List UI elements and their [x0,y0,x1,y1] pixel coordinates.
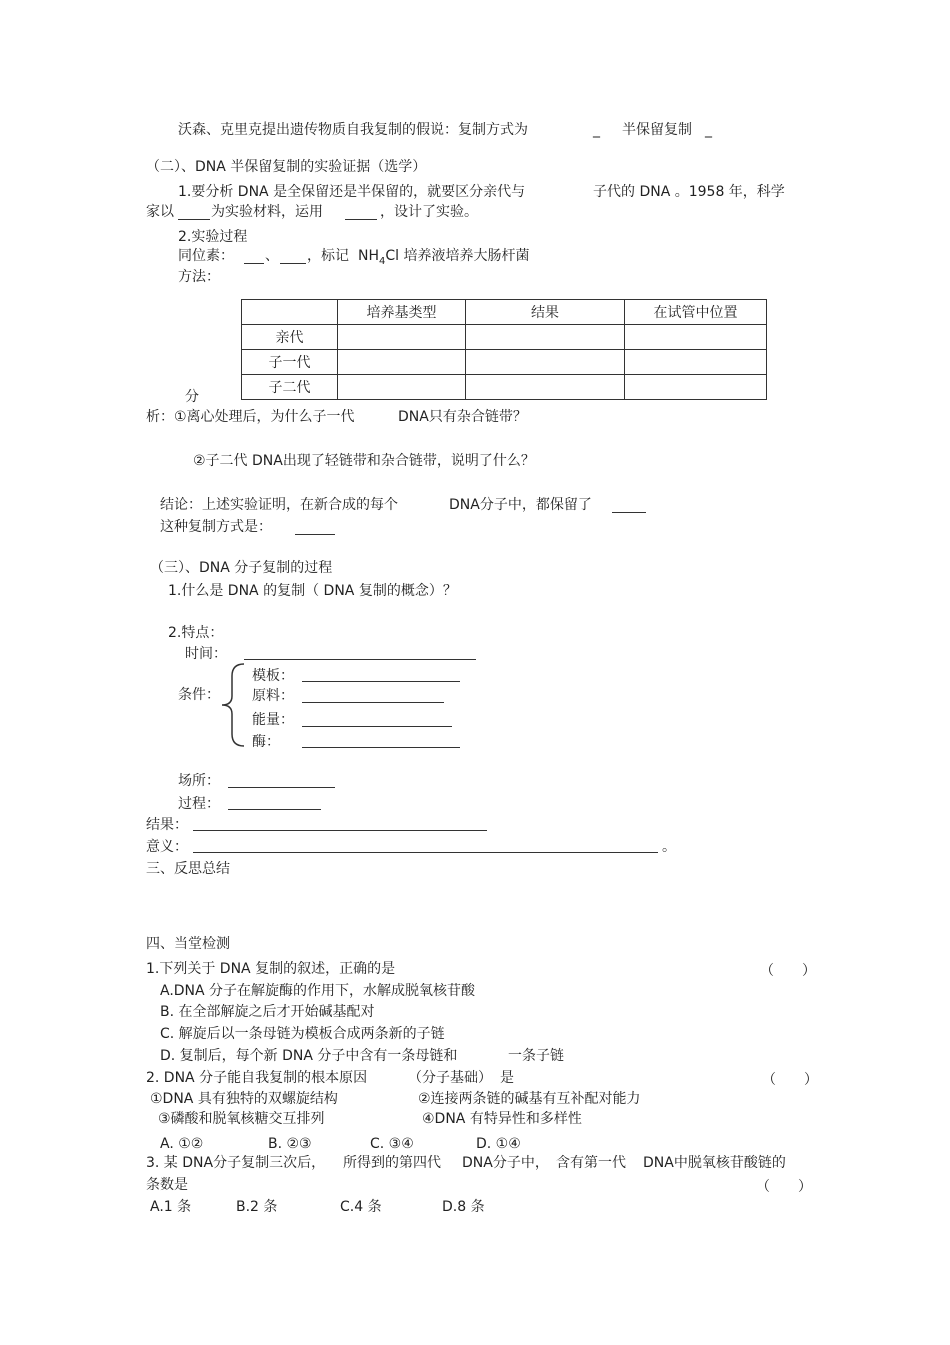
section2-q2-title: 2.实验过程 [178,229,248,245]
table-cell-blank[interactable] [466,375,625,400]
isotope-formula-b: Cl 培养液培养大肠杆菌 [385,248,530,264]
blank-material-raw[interactable] [302,688,444,703]
experiment-table [241,299,767,400]
table-header-cell: 培养基类型 [338,300,466,325]
blank-result[interactable] [193,816,487,831]
q1-option-d[interactable]: D. 复制后，每个新 DNA 分子中含有一条母链和 [160,1048,458,1064]
row-label: 亲代 [242,325,338,350]
table-cell-blank[interactable] [625,350,767,375]
section3-q2-title: 2.特点： [168,625,224,641]
intro-blank-1: _ [593,122,600,138]
table-cell-blank[interactable] [338,375,466,400]
q3-stem-e: DNA中脱氧核苷酸链的 [643,1155,786,1171]
q2-option-d[interactable]: D. ①④ [476,1136,521,1152]
q1-option-d-end: 一条子链 [508,1048,564,1064]
q1-answer-paren[interactable]: （ ） [760,963,816,979]
place-label: 场所： [178,773,220,789]
q3-stem-b: 所得到的第四代 [343,1155,441,1171]
conclusion-line2: 这种复制方式是： [160,519,272,535]
blank-material[interactable] [178,205,210,220]
conclusion-line1a: 结论：上述实验证明，在新合成的每个 [160,497,398,513]
q1-option-b[interactable]: B. 在全部解旋之后才开始碱基配对 [160,1004,375,1020]
table-cell-blank[interactable] [466,325,625,350]
conclusion-line1b: DNA分子中，都保留了 [449,497,592,513]
reflect-heading: 三、反思总结 [146,861,230,877]
meaning-label: 意义： [146,839,188,855]
section2-q1-line1b: 子代的 DNA 。1958 年，科学 [593,184,785,200]
condition-enzyme-label: 酶： [252,734,280,750]
section3-q1: 1.什么是 DNA 的复制（ DNA 复制的概念）？ [168,583,457,599]
isotope-formula [358,247,530,271]
table-cell-blank[interactable] [625,375,767,400]
table-header-cell: 在试管中位置 [625,300,767,325]
q3-option-b[interactable]: B.2 条 [236,1199,278,1215]
section3-heading: （三）、DNA 分子复制的过程 [150,560,333,576]
analysis-q2: ②子二代 DNA出现了轻链带和杂合链带，说明了什么？ [193,453,535,469]
blank-place[interactable] [228,773,335,788]
intro-answer: 半保留复制 [622,122,692,138]
blank-conclusion[interactable] [612,498,646,513]
analysis-line1a: 析：①离心处理后，为什么子一代 [146,409,355,425]
table-cell-blank[interactable] [466,350,625,375]
q2-option-a[interactable]: A. ①② [160,1136,204,1152]
q3-stem-a: 3. 某 DNA分子复制三次后， [146,1155,326,1171]
q1-stem: 1.下列关于 DNA 复制的叙述，正确的是 [146,961,396,977]
blank-time[interactable] [244,645,476,660]
q2-option-b[interactable]: B. ②③ [268,1136,312,1152]
q3-answer-paren[interactable]: （ ） [756,1179,812,1195]
condition-energy-label: 能量： [252,712,294,728]
brace-icon [216,662,246,748]
section2-q1-line1: 1.要分析 DNA 是全保留还是半保留的，就要区分亲代与 [178,184,526,200]
q1-option-c[interactable]: C. 解旋后以一条母链为模板合成两条新的子链 [160,1026,445,1042]
section2-q1-line2a: 家以 [146,204,174,220]
blank-template[interactable] [302,667,460,682]
isotope-label: 同位素： [178,248,234,264]
blank-technique[interactable] [345,205,377,220]
time-label: 时间： [185,646,227,662]
condition-material-label: 原料： [252,688,294,704]
q2-item-2: ②连接两条链的碱基有互补配对能力 [418,1091,641,1107]
q3-stem-d: 含有第一代 [556,1155,626,1171]
blank-isotope-1[interactable] [244,249,264,264]
table-cell-blank[interactable] [338,325,466,350]
analysis-fen: 分 [185,389,199,405]
method-label: 方法： [178,269,220,285]
q3-option-d[interactable]: D.8 条 [442,1199,485,1215]
q3-stem-c: DNA分子中， [462,1155,549,1171]
table-header-cell: 结果 [466,300,625,325]
blank-meaning[interactable] [193,838,658,853]
analysis-line1b: DNA只有杂合链带？ [398,409,527,425]
section2-q1-line2c: ，设计了实验。 [380,204,478,220]
isotope-sep: 、 [265,248,279,264]
isotope-formula-a: NH [358,248,379,264]
q2-option-c[interactable]: C. ③④ [370,1136,414,1152]
table-header-row [242,300,767,325]
q2-stem-b: （分子基础） [408,1070,492,1086]
blank-isotope-2[interactable] [280,249,306,264]
process-label: 过程： [178,796,220,812]
q2-item-4: ④DNA 有特异性和多样性 [422,1111,582,1127]
q3-stem-line2: 条数是 [146,1177,188,1193]
blank-replication-mode[interactable] [295,520,335,535]
intro-text: 沃森、克里克提出遗传物质自我复制的假说：复制方式为 [178,122,528,138]
condition-template-label: 模板： [252,668,294,684]
q2-item-3: ③磷酸和脱氧核糖交互排列 [158,1111,325,1127]
blank-process[interactable] [228,795,321,810]
result-label: 结果： [146,817,188,833]
q2-answer-paren[interactable]: （ ） [762,1072,818,1088]
test-heading: 四、当堂检测 [146,936,230,952]
row-label: 子二代 [242,375,338,400]
blank-energy[interactable] [302,712,452,727]
row-label: 子一代 [242,350,338,375]
table-cell-blank[interactable] [625,325,767,350]
q2-item-1: ①DNA 具有独特的双螺旋结构 [150,1091,338,1107]
section2-q1-line2b: 为实验材料，运用 [211,204,323,220]
blank-enzyme[interactable] [302,733,460,748]
q2-stem-c: 是 [500,1070,514,1086]
isotope-mark: ，标记 [307,248,349,264]
q3-option-c[interactable]: C.4 条 [340,1199,382,1215]
q1-option-a[interactable]: A.DNA 分子在解旋酶的作用下，水解成脱氧核苷酸 [160,983,476,999]
q2-stem-a: 2. DNA 分子能自我复制的根本原因 [146,1070,368,1086]
conditions-label: 条件： [178,687,220,703]
isotope-formula-sub: 4 [379,255,386,267]
intro-blank-2: _ [705,122,712,138]
meaning-end: 。 [662,839,676,855]
table-row [242,325,767,350]
table-row [242,375,767,400]
table-header-cell [242,300,338,325]
table-row [242,350,767,375]
section2-heading: （二）、DNA 半保留复制的实验证据（选学） [146,159,427,175]
table-cell-blank[interactable] [338,350,466,375]
q3-option-a[interactable]: A.1 条 [150,1199,192,1215]
